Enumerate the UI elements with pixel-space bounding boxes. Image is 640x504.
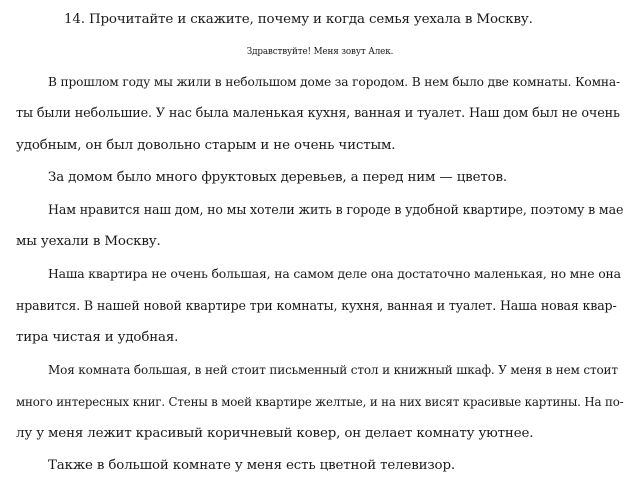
text-line: мы уехали в Москву. <box>16 234 161 249</box>
text-line: Наша квартира не очень большая, на самом деле она достаточно маленькая, но мне она <box>48 266 621 281</box>
text-line: В прошлом году мы жили в небольшом доме за городом. В нем было две комнаты. Комна- <box>48 75 620 89</box>
text-line: тира чистая и удобная. <box>16 330 179 345</box>
task-heading <box>64 10 533 30</box>
text-line: удобным, он был довольно старым и не очень чистым. <box>16 138 396 153</box>
letter-greeting: Здравствуйте! Меня зовут Алек. <box>246 47 394 57</box>
task-number: 14. <box>64 12 85 27</box>
text-line: много интересных книг. Стены в моей квартире желтые, и на них висят красивые картины. На по- <box>16 395 624 409</box>
text-line: Нам нравится наш дом, но мы хотели жить в городе в удобной квартире, поэтому в мае <box>48 202 624 217</box>
text-line: За домом было много фруктовых деревьев, а перед ним — цветов. <box>48 170 508 185</box>
text-line: Моя комната большая, в ней стоит письменный стол и книжный шкаф. У меня в нем стоит <box>48 363 618 377</box>
text-line: лу у меня лежит красивый коричневый ковер, он делает комнату уютнее. <box>16 426 534 441</box>
text-line: Также в большой комнате у меня есть цветной телевизор. <box>48 458 455 473</box>
text-line: нравится. В нашей новой квартире три комнаты, кухня, ванная и туалет. Наша новая квар- <box>16 298 617 313</box>
text-line: ты были небольшие. У нас была маленькая кухня, ванная и туалет. Наш дом был не очень <box>16 106 620 121</box>
task-instruction: Прочитайте и скажите, почему и когда семья уехала в Москву. <box>88 12 533 27</box>
